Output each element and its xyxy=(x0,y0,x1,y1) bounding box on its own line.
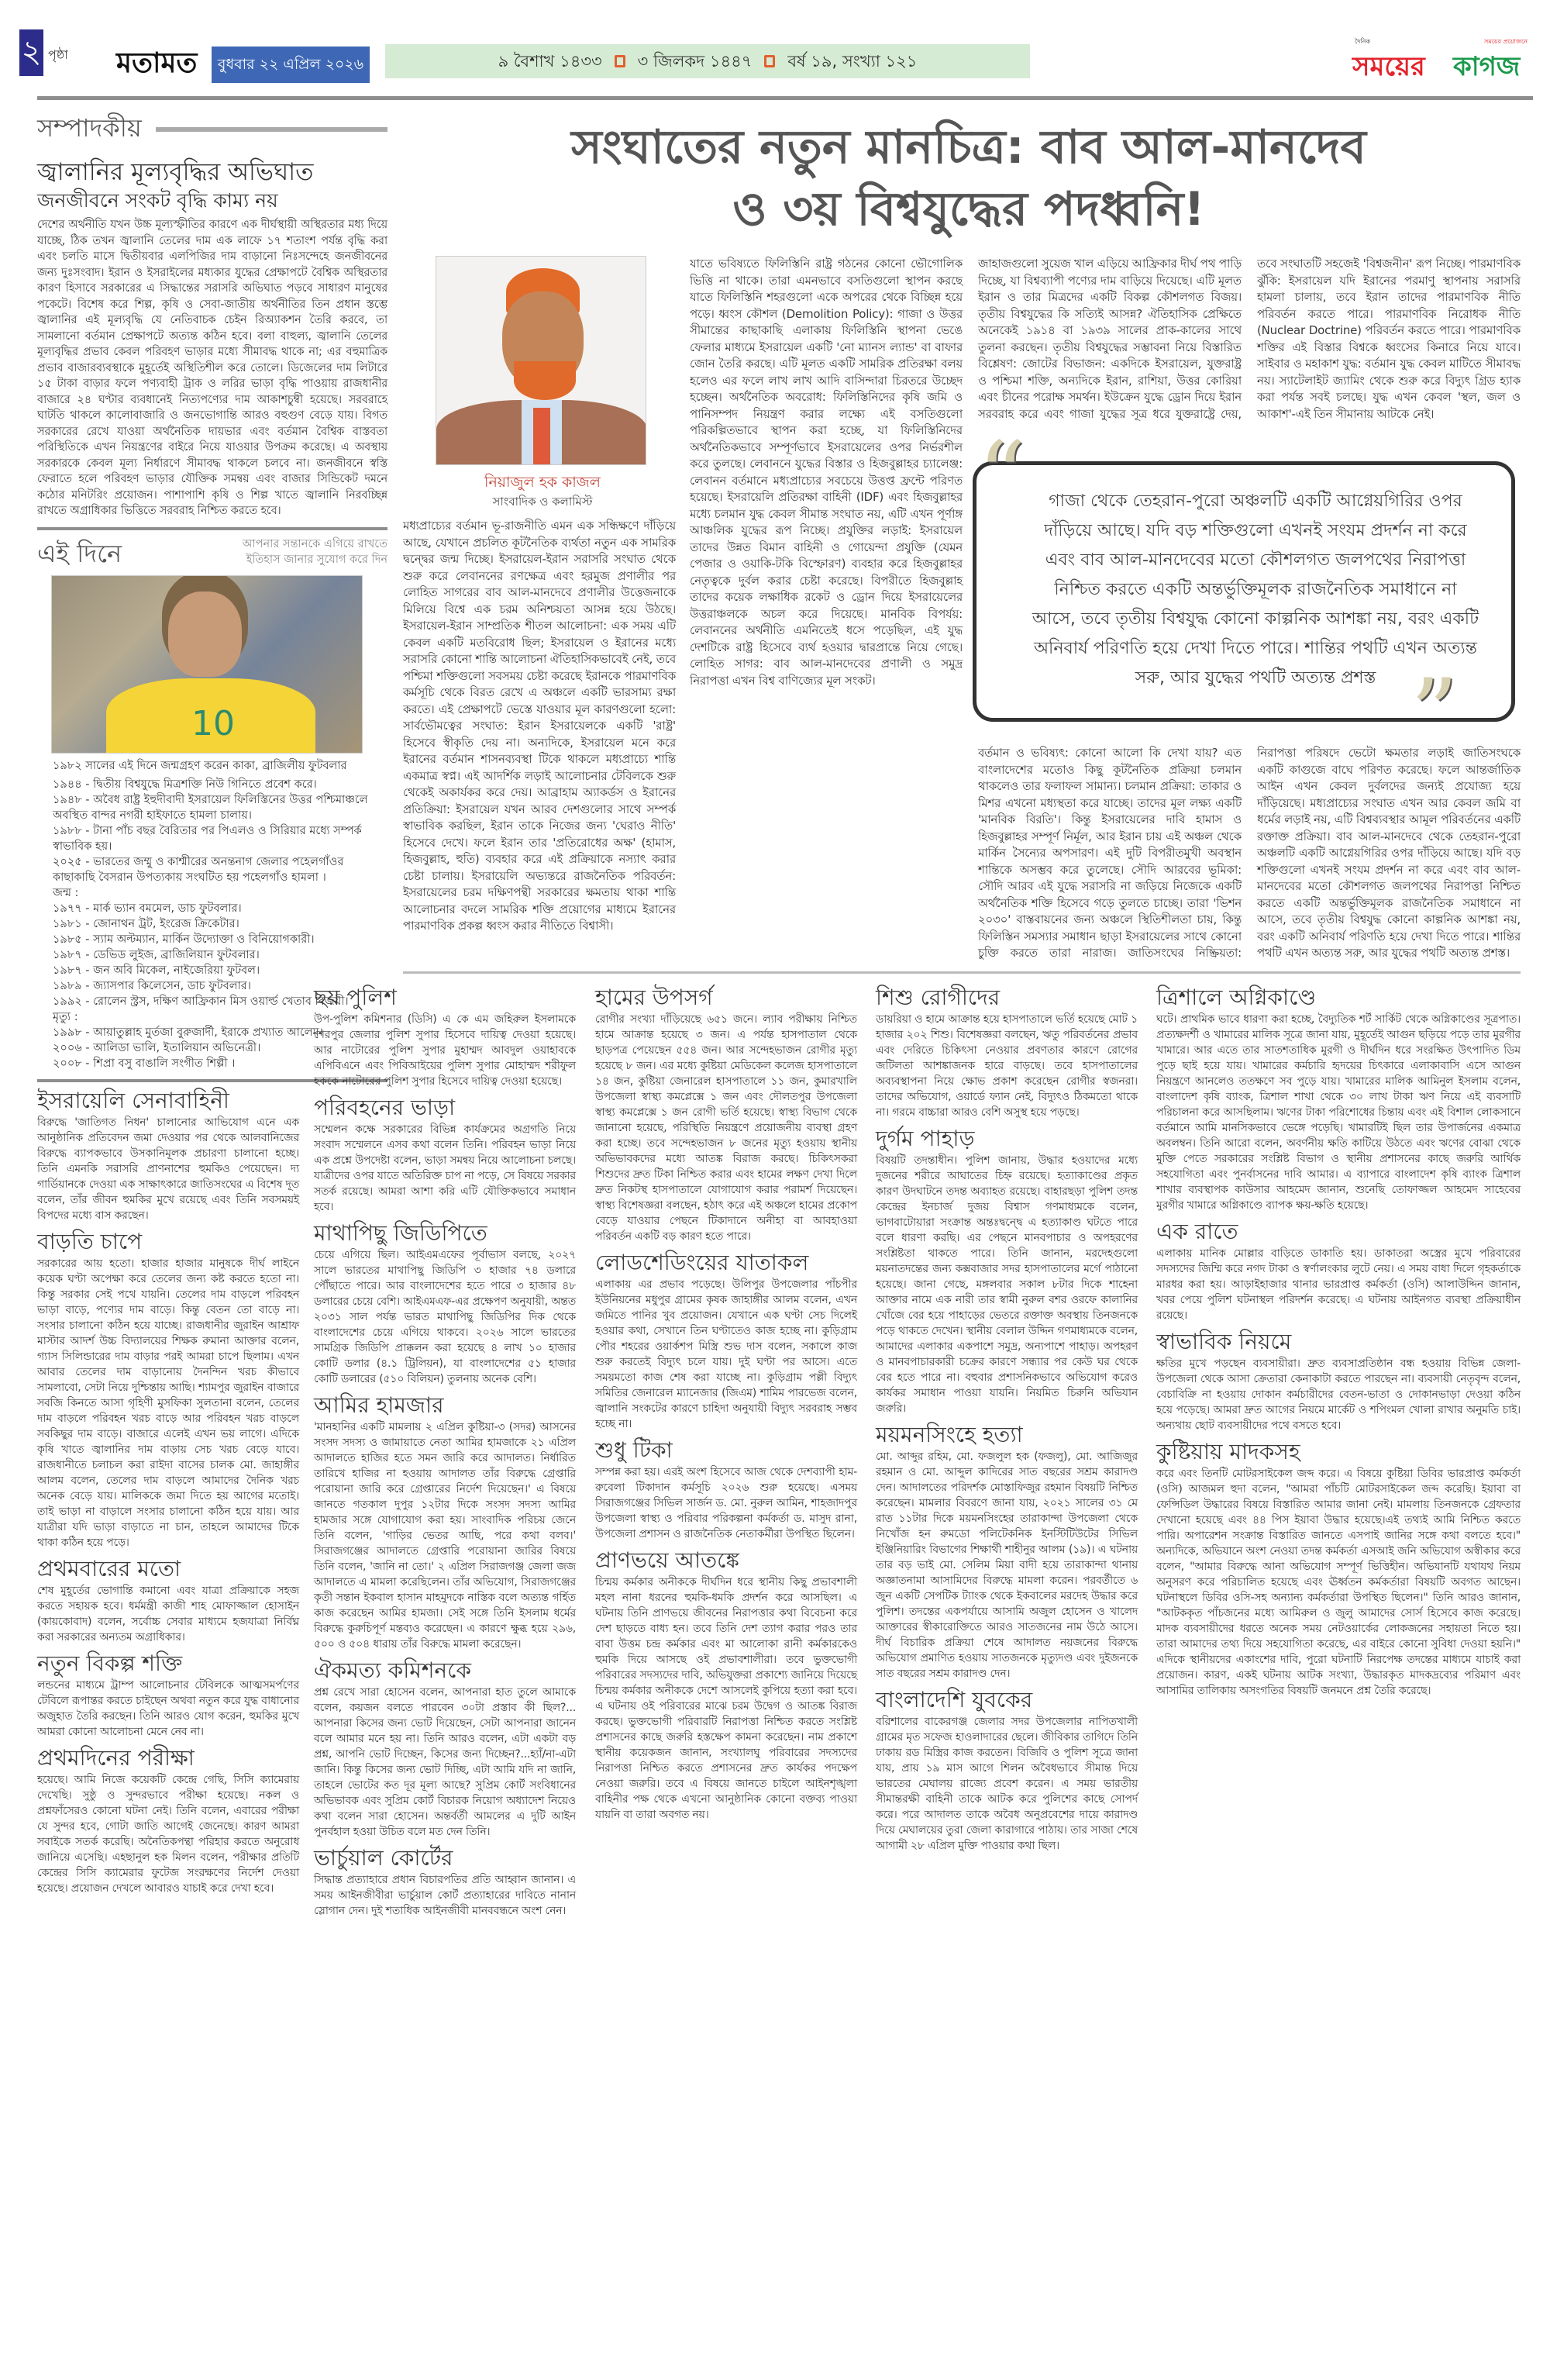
lead-headline[interactable] xyxy=(403,116,1534,240)
brief-headline[interactable]: বাড়তি চাপে xyxy=(37,1228,143,1254)
brief-body: মো. আব্দুর রহিম, মো. ফজলুল হক (ফজলু), মো. আজিজুর রহমান ও মো. আব্দুল কাদিরের সাত বছরের সশ্রম কারাদণ্ড দেন। আদালতের পরিদর্শক মোস্তাফিজুর রহমান বিষয়টি নিশ্চিত করেছেন। মামলার বিবরণে জানা যায়, ২০২১ সালের ৩১ মে রাত ১১টার দিকে ময়মনসিংহের তারাকান্দা উপজেলা থেকে নিখোঁজ হন রুমডো পলিটেকনিক ইনস্টিটিউটের সিভিল ইঞ্জিনিয়ারিং বিভাগের শিক্ষার্থী শাহীনুর আলম (১৯)। এ ঘটনায় তার বড় ভাই মো. সেলিম মিয়া বাদী হয়ে তারাকান্দা থানায় অজ্ঞাতনামা আসামিদের বিরুদ্ধে মামলা করেন। পরবর্তীতে ৬ জুন একটি সেপটিক ট্যাংক থেকে ইকবালের মরদেহ উদ্ধার করে পুলিশ। তদন্তের একপর্যায়ে আসামি অজুল হোসেন ও খালেদ আক্তারের স্বীকারোক্তিতে আরও সাতজনের নাম উঠে আসে। দীর্ঘ বিচারিক প্রক্রিয়া শেষে আদালত নয়জনের বিরুদ্ধে অভিযোগ প্রমাণিত হওয়ায় সাতজনকে মৃত্যুদণ্ড এবং দুইজনকে সাত বছরের সশ্রম কারাদণ্ড দেন। xyxy=(876,1450,1138,1680)
births-label: জন্ম : xyxy=(53,886,79,899)
news-brief xyxy=(314,1094,576,1215)
brief-body: 'মানহানির একটি মামলায় ২ এপ্রিল কুষ্টিয়া-৩ (সদর) আসনের সংসদ সদস্য ও জামায়াতে নেতা আমির হামজাকে ২১ এপ্রিল আদালতে হাজির হতে সমন জারি করে আদালত। নির্ধারিত তারিখে হাজির না হওয়ায় আদালত তাঁর বিরুদ্ধে গ্রেপ্তারি পরোয়ানা জারি করে গ্রেপ্তারের নির্দেশ দিয়েছেন।' এ বিষয়ে জানতে গতকাল দুপুর ১২টার দিকে সংসদ সদস্য আমির হামজার সঙ্গে যোগাযোগ করা হয়। সাংবাদিক পরিচয় জেনে তিনি বলেন, 'গাড়ির ভেতর আছি, পরে কথা বলব।' সিরাজগঞ্জের আদালতে গ্রেপ্তারি পরোয়ানা জারির বিষয়ে তিনি বলেন, 'জানি না তো।' ২ এপ্রিল সিরাজগঞ্জ জেলা জজ আদালতে এ মামলা করেছিলেন। তাঁর অভিযোগ, সিরাজগঞ্জের কৃতী সন্তান ইকবাল হাসান মাহমুদকে নাস্তিক বলে অত্যন্ত গর্হিত কাজ করেছেন আমির হামজা। সেই সঙ্গে তিনি ইসলাম ধর্মের বিরুদ্ধে কুরুচিপূর্ণ মন্তব্যও করেছেন। এ কারণে ক্ষুব্ধ হয়ে ২৯৬, ৫০০ ও ৫০৪ ধারায় তাঁর বিরুদ্ধে মামলা করেছেন। xyxy=(314,1421,576,1650)
news-brief xyxy=(876,1686,1138,1854)
brief-body: সিদ্ধান্ত প্রত্যাহারে প্রধান বিচারপতির প্রতি আহ্বান জানান। এ সময় আইনজীবীরা ভার্চুয়াল কোর্ট প্রত্যাহারের দাবিতে নানান স্লোগান দেন। দুই শতাধিক আইনজীবী মানববন্ধনে অংশ নেন। xyxy=(314,1874,576,1917)
birth-item: ১৯৭৭ - মার্ক ভ্যান বমমেল, ডাচ ফুটবলার। xyxy=(53,902,242,915)
news-brief xyxy=(1156,984,1521,1213)
brief-headline[interactable]: পরিবহনের ভাড়া xyxy=(314,1095,456,1120)
logo-word-red: সময়ের xyxy=(1352,51,1425,82)
logo-tagline: সময়ের প্রয়োজনে xyxy=(1484,38,1528,45)
news-brief xyxy=(595,1437,857,1542)
brief-headline[interactable]: ইসরায়েলি সেনাবাহিনী xyxy=(37,1087,229,1113)
brief-body: বরিশালের বাকেরগঞ্জ জেলার সদর উপজেলার নাপিতখালী গ্রামের মৃত সফেজ হাওলাদারের ছেলে। জীবিকার তাগিদে তিনি ঢাকায় রড মিস্ত্রির কাজ করতেন। বিজিবি ও পুলিশ সূত্রে জানা যায়, প্রায় ১৯ মাস আগে শিলন অবৈধভাবে সীমান্ত দিয়ে ভারতের মেঘালয় রাজ্যে প্রবেশ করেন। এ সময় ভারতীয় সীমান্তরক্ষী বাহিনী তাকে আটক করে পুলিশের কাছে সোপর্দ করে। পরে আদালত তাকে অবৈধ অনুপ্রবেশের দায়ে কারাদণ্ড দিয়ে মেঘালয়ের তুরা জেলা কারাগারে পাঠায়। তার সাজা শেষে আগামী ২৮ এপ্রিল মুক্তি পাওয়ার কথা ছিল। xyxy=(876,1716,1138,1852)
brief-headline[interactable]: কুষ্টিয়ায় মাদকসহ xyxy=(1156,1439,1300,1464)
editorial-subtitle: জনজীবনে সংকট বৃদ্ধি কাম্য নয় xyxy=(37,189,278,212)
brief-body: ঘটে। প্রাথমিক ভাবে ধারণা করা হচ্ছে, বৈদ্যুতিক শর্ট সার্কিট থেকে অগ্নিকাণ্ডের সূত্রপাত। প্রত্যক্ষদর্শী ও খামারের মালিক সূত্রে জানা যায়, মুহূর্তেই আগুন ছড়িয়ে পড়ে তার মুরগীর খামারে। আর এতে তার সাতশতাধিক মুরগী ও দীর্ঘদিন ধরে সংরক্ষিত উৎপাদিত ডিম পুড়ে ছাই হয়ে যায়। খামারের কর্মচারি হৃদয়ের চিৎকারে এলাকাবাসি এসে আগুন নিয়ন্ত্রণে আনলেও ততক্ষণে সব পুড়ে যায়। খামারের মালিক আমিনুল ইসলাম বলেন, বাংলাদেশ কৃষি ব্যাংক, ত্রিশাল শাখা থেকে ৩০ লাখ টাকা ঋণ নিয়ে এই ব্যবসাটি পরিচালনা করে আসছিলাম। ঋণের টাকা পরিশোধের চিন্তায় এবং এই বিশাল লোকসানে বর্তমানে আমি মানসিকভাবে ভেঙ্গে পড়েছি। খামারটিই ছিল তার উপার্জনের একমাত্র অবলম্বন। তিনি আরো বলেন, অবর্ণনীয় ক্ষতি কাটিয়ে উঠতে এবং ঋণের বোঝা থেকে মুক্তি পেতে সরকারের সংশ্লিষ্ট বিভাগ ও স্থানীয় প্রশাসনের কাছে জরুরি আর্থিক সহযোগিতা এবং পুনর্বাসনের দাবি আমার। এ ব্যাপারে বাংলাদেশ কৃষি ব্যাংক ত্রিশাল শাখার ব্যবস্থাপক কাউসার আহমেদ জানান, শুনেছি তোফাজ্জল আহমেদ সাহেবের মুরগীর খামারে অগ্নিকাণ্ডে ব্যাপক ক্ষয়-ক্ষতি হয়েছে। xyxy=(1156,1013,1521,1212)
birth-item: ১৯৮৭ - ডেভিড লুইজ, ব্রাজিলিয়ান ফুটবলার। xyxy=(53,948,260,961)
issue-info-bar xyxy=(385,44,1030,78)
news-brief xyxy=(314,1844,576,1919)
news-brief xyxy=(37,1228,299,1550)
brief-headline[interactable]: ভার্চুয়াল কোর্টের xyxy=(314,1845,453,1871)
brief-body: সম্পন্ন করা হয়। এরই অংশ হিসেবে আজ থেকে দেশব্যাপী হাম-রুবেলা টিকাদান কর্মসূচি ২০২৬ শুরু হয়েছে। এসময় সিরাজগঞ্জের সিভিল সার্জন ড. মো. নুরুল আমিন, শাহজাদপুর উপজেলা স্বাস্থ্য ও পরিবার পরিকল্পনা কর্মকর্তা ড. মাসুদ রানা, উপজেলা প্রশাসন ও রাজনৈতিক নেতাকর্মীরা উপস্থিত ছিলেন। xyxy=(595,1466,857,1540)
news-brief xyxy=(595,1249,857,1432)
headline-line-2: ও ৩য় বিশ্বযুদ্ধের পদধ্বনি! xyxy=(732,182,1205,236)
event-item: ১৯৪৪ - দ্বিতীয় বিশ্বযুদ্ধে মিত্রশক্তি নিউ গিনিতে প্রবেশ করে। xyxy=(53,778,317,791)
date-box: বুধবার ২২ এপ্রিল ২০২৬ xyxy=(212,47,370,83)
brief-body: উপ-পুলিশ কমিশনার (ডিসি) এ কে এম জহিরুল ইসলামকে শেরপুর জেলার পুলিশ সুপার হিসেবে দায়িত্ব দেওয়া হয়েছে। আর নাটোরের পুলিশ সুপার মুহাম্মদ আবদুল ওয়াহাবকে এপিবিএনে এবং পিবিআইয়ের পুলিশ সুপার মোহাম্মদ শরীফুল হককে নাটোরের পুলিশ সুপার হিসেবে দায়িত্ব দেওয়া হয়েছে। xyxy=(314,1013,576,1088)
news-brief xyxy=(876,1125,1138,1416)
author-photo xyxy=(436,256,646,465)
news-brief xyxy=(37,1555,299,1645)
brief-headline[interactable]: দুর্গম পাহাড় xyxy=(876,1126,975,1151)
briefs-column-2 xyxy=(314,979,576,1919)
brief-headline[interactable]: প্রাণভয়ে আতঙ্কে xyxy=(595,1547,739,1573)
news-brief xyxy=(1156,1218,1521,1323)
birth-item: ১৯৯২ - রোলেন স্ট্রস, দক্ষিণ আফ্রিকান মিস ওয়ার্ল্ড খেতাব বিজয়ী। xyxy=(53,995,349,1008)
briefs-column-5 xyxy=(1156,979,1521,1699)
brief-body: চেয়ে এগিয়ে ছিল। আইএমএফের পূর্বাভাস বলছে, ২০২৭ সালে ভারতের মাথাপিছু জিডিপি ৩ হাজার ৭৪ ডলারে পৌঁছাতে পারে। আর বাংলাদেশের হতে পারে ৩ হাজার ৪৮ ডলারের চেয়ে বেশি। আইএমএফ-এর প্রক্ষেপণ অনুযায়ী, অন্তত ২০৩১ সাল পর্যন্ত ভারত মাথাপিছু জিডিপির দিক থেকে বাংলাদেশের চেয়ে এগিয়ে থাকবে। ২০২৬ সালে ভারতের সামগ্রিক জিডিপি প্রাক্কলন করা হয়েছে ৪ লাখ ১০ হাজার কোটি ডলার (৪.১ ট্রিলিয়ন), যা বাংলাদেশের ৫১ হাজার কোটি ডলারের (৫১০ বিলিয়ন) তুলনায় অনেক বেশি। xyxy=(314,1249,576,1385)
kaka-photo xyxy=(51,575,363,754)
separator-square-icon xyxy=(764,55,775,67)
lead-column-4: বর্তমান ও ভবিষ্যৎ: কোনো আলো কি দেখা যায়? এত বাংলাদেশের মতোও কিছু কূটনৈতিক প্রক্রিয়া চলমান থাকলেও তার ফলাফল সামান্য। চলমান প্রক্রিয়া: তাকার ও মিশর এখনো মধ্যস্থতা করে যাচ্ছে। তাদের মূল লক্ষ্য একটি 'মানবিক বিরতি'। কিন্তু ইসরায়েলের দাবি হামাস ও হিজবুল্লাহর সম্পূর্ণ নির্মূল, আর ইরান চায় এই অঞ্চল থেকে মার্কিন সৈন্যের অপসারণ। এই দুটি বিপরীতমুখী অবস্থান শান্তিকে অসম্ভব করে তুলেছে। সৌদি আরবের ভূমিকা: সৌদি আরব এই যুদ্ধে সরাসরি না জড়িয়ে নিজেকে একটি অর্থনৈতিক শক্তি হিসেবে গড়ে তুলতে চাচ্ছে। তারা 'ভিশন ২০৩০' বাস্তবায়নের জন্য অঞ্চলে স্থিতিশীলতা চায়, কিন্তু ফিলিস্তিন সমস্যার সমাধান ছাড়া ইসরায়েলের সাথে কোনো চুক্তি করতে তারা নারাজ। জাতিসংঘের নিষ্ক্রিয়তা: নিরাপত্তা পরিষদে ভেটো ক্ষমতার লড়াই জাতিসংঘকে একটি কাগুজে বাঘে পরিণত করেছে। ফলে আন্তর্জাতিক আইন এখন কেবল দুর্বলদের জন্যই প্রযোজ্য হয়ে দাঁড়িয়েছে। মধ্যপ্রাচ্যের সংঘাত এখন আর কেবল জমি বা ধর্মের লড়াই নয়, এটি বিশ্বব্যবস্থার আমূল পরিবর্তনের একটি রক্তাক্ত প্রক্রিয়া। বাব আল-মানদেবে থেকে তেহরান-পুরো অঞ্চলটি একটি আগ্নেয়গিরির ওপর দাঁড়িয়ে আছে। যদি বড় শক্তিগুলো এখনই সংযম প্রদর্শন না করে এবং বাব আল-মানদেবের মতো কৌশলগত জলপথের নিরাপত্তা নিশ্চিত করতে একটি অন্তর্ভুক্তিমূলক রাজনৈতিক সমাধানে না আসে, তবে তৃতীয় বিশ্বযুদ্ধ কোনো কাল্পনিক আশঙ্কা নয়, বরং একটি অনিবার্য পরিণতি হয়ে দেখা দিতে পারে। শান্তির পথটি এখন অত্যন্ত সরু, আর যুদ্ধের পথটি অত্যন্ত প্রশস্ত। xyxy=(978,746,1521,960)
birth-item: ১৯৮১ - জোনাথন ট্রট, ইংরেজ ক্রিকেটার। xyxy=(53,917,239,930)
brief-headline[interactable]: লোডশেডিংয়ের যাতাকল xyxy=(595,1250,809,1275)
brief-headline[interactable]: নতুন বিকল্প শক্তি xyxy=(37,1650,183,1676)
news-brief xyxy=(595,984,857,1244)
brief-body: বিরুদ্ধে 'জাতিগত নিধন' চালানোর আভিযোগ এনে এক আনুষ্ঠানিক প্রতিবেদন জমা দেওয়ার পর থেকে আলবানিজের বিরুদ্ধে ব্যাপকভাবে উসকানিমূলক প্রচারণা চালানো হচ্ছে। তিনি এমনকি সরাসরি প্রাণনাশের হুমকিও পেয়েছেন। দ্য গার্ডিয়ানকে দেওয়া এক সাক্ষাৎকারে জাতিসংঘের এ বিশেষ দূত বলেন, তাঁর জীবন হুমকির মুখে রয়েছে এবং তিনি সবসময়ই বিপদের মধ্যে বাস করছেন। xyxy=(37,1116,299,1222)
brief-body: লন্ডনের মাধ্যমে ট্রাম্প আলোচনার টেবিলকে আত্মসমর্পণের টেবিলে রূপান্তর করতে চাইছেন অথবা নতুন করে যুদ্ধ বাধানোর অজুহাত তৈরি করছেন। তিনি আরও যোগ করেন, হুমকির মুখে আমরা কোনো আলোচনা মেনে নেব না। xyxy=(37,1678,299,1738)
editorial-body: দেশের অর্থনীতি যখন উচ্চ মূল্যস্ফীতির কারণে এক দীর্ঘস্থায়ী অস্থিরতার মধ্য দিয়ে যাচ্ছে, ঠিক তখন জ্বালানি তেলের দাম এক লাফে ১৭ শতাংশ পর্যন্ত বৃদ্ধি করা এবং চলতি মাসে দ্বিতীয়বার এলপিজির দাম বাড়ানো নিঃসন্দেহে জনজীবনের জন্য দুঃসংবাদ। ইরান ও ইসরাইলের মধ্যকার যুদ্ধের প্রেক্ষাপটে বৈশ্বিক অস্থিরতার কারণ হিসাবে সরকারের এ সিদ্ধান্তের সরাসরি অভিঘাত পড়বে সাধারণ মানুষের পকেটে। বিশেষ করে শিল্প, কৃষি ও সেবা-জাতীয় অর্থনীতির তিন প্রধান স্তম্ভে জ্বালানির এই মূল্যবৃদ্ধি যে নেতিবাচক চেইন রিঅ্যাকশন তৈরি করবে, তা সামলানো বর্তমান প্রেক্ষাপটে অত্যন্ত কঠিন হবে। বলা বাহুল্য, জ্বালানি তেলের মূল্যবৃদ্ধির প্রভাব কেবল পরিবহণ ভাড়ার মধ্যে সীমাবদ্ধ থাকে না; এর বহুমাত্রিক প্রভাব বাজারব্যবস্থাকে মুহূর্তেই অস্থিতিশীল করে তোলে। ডিজেলের দাম লিটারে ১৫ টাকা বাড়ার ফলে পণ্যবাহী ট্রাক ও লরির ভাড়া বৃদ্ধি পাওয়ায় রাজধানীর বাজারে ২৪ ঘণ্টার ব্যবধানেই নিত্যপণ্যের দাম আকাশচুম্বী হয়েছে। সরবরাহে ঘাটতি থাকলে কালোবাজারি ও জনভোগান্তি আরও বহুগুণ বেড়ে যায়। বিগত সরকারের রেখে যাওয়া অর্থনৈতিক দায়ভার এবং বর্তমান বৈশ্বিক বাস্তবতা পরিস্থিতিকে এখন নিয়ন্ত্রণের বাইরে নিয়ে যাওয়ার উপক্রম করেছে। এ অবস্থায় সরকারকে কেবল মূল্য নির্ধারণে সীমাবদ্ধ থাকলে চলবে না। জনজীবনে স্বস্তি ফেরাতে হলে পরিবহণ ভাড়ার যৌক্তিক সমন্বয় এবং বাজার সিন্ডিকেট দমনে কঠোর মনিটরিং প্রয়োজন। পাশাপাশি কৃষি ও শিল্প খাতে জ্বালানি নিরবচ্ছিন্ন রাখতে অগ্রাধিকার ভিত্তিতে সরবরাহ নিশ্চিত করতে হবে। xyxy=(37,219,388,517)
birth-item: ১৯৮৯ - জ্যাসপার কিলেসেন, ডাচ ফুটবলার। xyxy=(53,979,251,992)
brief-headline[interactable]: ত্রিশালে অগ্নিকাণ্ডে xyxy=(1156,985,1317,1010)
birth-item: ১৯৮৫ - স্যাম অল্টম্যান, মার্কিন উদ্যোক্তা ও বিনিয়োগকারী। xyxy=(53,933,315,946)
brief-headline[interactable]: আমির হামজার xyxy=(314,1392,444,1418)
brief-headline[interactable]: বাংলাদেশি যুবকের xyxy=(876,1687,1033,1713)
photo-caption: ১৯৮২ সালের এই দিনে জন্মগ্রহণ করেন কাকা, ব্রাজিলীয় ফুটবলার xyxy=(53,759,347,772)
section-title: মতামত xyxy=(116,47,198,79)
brief-body: এলাকায় মানিক মোল্লার বাড়িতে ডাকাতি হয়। ডাকাতরা অস্ত্রের মুখে পরিবারের সদস্যদের জিম্মি করে নগদ টাকা ও স্বর্ণালংকার লুটে নেয়। এ সময় বাধা দিলে গৃহকর্তাকে মারধর করা হয়। আড়াইহাজার থানার ভারপ্রাপ্ত কর্মকর্তা (ওসি) আলাউদ্দিন জানান, খবর পেয়ে পুলিশ ঘটনাস্থল পরিদর্শন করেছে। এ ঘটনায় আইনগত ব্যবস্থা প্রক্রিয়াধীন রয়েছে। xyxy=(1156,1247,1521,1322)
brief-headline[interactable]: প্রথমবারের মতো xyxy=(37,1555,181,1581)
news-brief xyxy=(595,1547,857,1823)
news-brief xyxy=(314,1392,576,1652)
news-brief xyxy=(876,984,1138,1120)
brief-headline[interactable]: প্রথমদিনের পরীক্ষা xyxy=(37,1744,195,1771)
birth-item: ১৯৮৭ - জন অবি মিকেল, নাইজেরিয়া ফুটবল। xyxy=(53,964,260,977)
editorial-section xyxy=(37,109,388,519)
this-day-tagline: ইতিহাস জানার সুযোগ করে দিন xyxy=(246,553,388,566)
brief-body: রোগীর সংখ্যা দাঁড়িয়েছে ৬৫১ জনে। ল্যাব পরীক্ষায় নিশ্চিত হামে আক্রান্ত হয়েছে ৩ জন। এ পর্যন্ত হাসপাতাল থেকে ছাড়পত্র পেয়েছেন ৫৫৪ জন। আর সন্দেহভাজন রোগীর মৃত্যু হয়েছে ৮ জন। এর মধ্যে কুষ্টিয়া মেডিকেল কলেজ হাসপাতালে ১৪ জন, কুষ্টিয়া জেনারেল হাসপাতালে ১১ জন, কুমারখালি উপজেলা স্বাস্থ্য কমপ্লেক্সে ১ জন এবং দৌলতপুর উপজেলা স্বাস্থ্য কমপ্লেক্সে ১ জন রোগী ভর্তি হয়েছে। স্বাস্থ্য বিভাগ থেকে জানানো হয়েছে, পরিস্থিতি নিয়ন্ত্রণে প্রয়োজনীয় ব্যবস্থা গ্রহণ করা হচ্ছে। তবে সন্দেহভাজন ৮ জনের মৃত্যু হওয়ায় স্থানীয় অভিভাবকদের মধ্যে আতঙ্ক বিরাজ করছে। চিকিৎসকরা শিশুদের দ্রুত টিকা নিশ্চিত করার এবং হামের লক্ষণ দেখা দিলে দ্রুত নিকটস্থ হাসপাতালে যোগাযোগ করার পরামর্শ দিয়েছেন। স্বাস্থ্য বিশেষজ্ঞরা বলছেন, হঠাৎ করে এই অঞ্চলে হামের প্রকোপ বেড়ে যাওয়ার পেছনে টিকাদানে অনীহা বা আবহাওয়া পরিবর্তন একটি বড় কারণ হতে পারে। xyxy=(595,1013,857,1243)
editorial-label: সম্পাদকীয় xyxy=(37,113,142,143)
brief-body: বিষয়টি তদন্তাধীন। পুলিশ জানায়, উদ্ধার হওয়াদের মধ্যে দুজনের শরীরে আঘাতের চিহ্ন রয়েছে। হত্যাকাণ্ডের প্রকৃত কারণ উদঘাটনে তদন্ত অব্যাহত রয়েছে। বাহারছড়া পুলিশ তদন্ত কেন্দ্রের ইনচার্জ দুজয় বিশ্বাস গণমাধ্যমকে বলেন, ভাগবাটোয়ারা সংক্রান্ত অন্তঃদ্বন্দ্বে এ হত্যাকাণ্ড ঘটতে পারে বলে ধারণা করছি। এর পেছনে মানবপাচার ও অপহরণের সংশ্লিষ্টতা থাকতে পারে। তিনি জানান, মরদেহগুলো ময়নাতদন্তের জন্য কক্সবাজার সদর হাসপাতালের মর্গে পাঠানো হয়েছে। জানা গেছে, মঙ্গলবার সকাল ৮টার দিকে শাহেনা আক্তার নামে এক নারী তার স্বামী নুরুল বশর ওরফে কালানির খোঁজে বের হয়ে পাহাড়ের ভেতরে রক্তাক্ত অবস্থায় তিনজনকে পড়ে থাকতে দেখেন। স্থানীয় বেলাল উদ্দিন গণমাধ্যমকে বলেন, আমাদের এলাকার একপাশে সমুদ্র, অন্যপাশে পাহাড়। অপহরণ ও মানবপাচারকারী চক্রের কারণে সন্ধ্যার পর কেউ ঘর থেকে বের হতে পারে না। বহুবার প্রশাসনিকভাবে অভিযোগ করেও কার্যকর সমাধান পাওয়া যায়নি। নিয়মিত চিরুনি অভিযান জরুরি। xyxy=(876,1154,1138,1415)
brief-body: চিন্ময় কর্মকার অনীককে দীর্ঘদিন ধরে স্থানীয় কিছু প্রভাবশালী মহল নানা ধরনের হুমকি-ধমকি প্রদর্শন করে আসছিল। এ ঘটনায় তিনি প্রাণভয়ে জীবনের নিরাপত্তার কথা বিবেচনা করে দেশ ছাড়তে বাধ্য হন। তবে তিনি দেশ ত্যাগ করার পরও তার বাবা উত্তম চন্দ্র কর্মকার এবং মা আলোকা রানী কর্মকারকেও হুমকি দিয়ে আসছে ওই প্রভাবশালীরা। তবে ভুক্তভোগী পরিবারের সদস্যদের দাবি, অভিযুক্তরা প্রকাশ্যে জানিয়ে দিয়েছে চিন্ময় কর্মকার অনীককে দেশে আসলেই কুপিয়ে হত্যা করা হবে। এ ঘটনায় ওই পরিবারের মাঝে চরম উদ্বেগ ও আতঙ্ক বিরাজ করছে। ভুক্তভোগী পরিবারটি নিরাপত্তা নিশ্চিত করতে সংশ্লিষ্ট প্রশাসনের কাছে জরুরি হস্তক্ষেপ কামনা করেছেন। নাম প্রকাশে স্থানীয় কয়েকজন জানান, সংখ্যালঘু পরিবারের সদস্যদের নিরাপত্তা নিশ্চিত করতে প্রশাসনের দ্রুত কার্যকর পদক্ষেপ নেওয়া জরুরি। তবে এ বিষয়ে জানতে চাইলে আইনশৃঙ্খলা বাহিনীর পক্ষ থেকে এখনো আনুষ্ঠানিক কোনো বক্তব্য পাওয়া যায়নি বা তারা অবগত নয়। xyxy=(595,1576,857,1821)
brief-headline[interactable]: ঐকমত্য কমিশনকে xyxy=(314,1657,471,1683)
event-item: ১৯৪৮ - অবৈধ রাষ্ট্র ইহুদীবাদী ইসরায়েল ফিলিস্তিনের উত্তর পশ্চিমাঞ্চলে অবস্থিত বান্দর নগরী হাইফাতে হামলা চালায়। xyxy=(53,793,368,822)
brief-headline[interactable]: শুধু টিকা xyxy=(595,1437,673,1463)
pull-quote-text: গাজা থেকে তেহরান-পুরো অঞ্চলটি একটি আগ্নেয়গিরির ওপর দাঁড়িয়ে আছে। যদি বড় শক্তিগুলো এখনই সংযম প্রদর্শন না করে এবং বাব আল-মানদেবের মতো কৌশলগত জলপথের নিরাপত্তা নিশ্চিত করতে একটি অন্তর্ভুক্তিমূলক রাজনৈতিক সমাধানে না আসে, তবে তৃতীয় বিশ্বযুদ্ধ কোনো কাল্পনিক আশঙ্কা নয়, বরং একটি অনিবার্য পরিণতি হয়ে দেখা দিতে পারে। শান্তির পথটি এখন অত্যন্ত সরু, আর যুদ্ধের পথটি অত্যন্ত প্রশস্ত xyxy=(1032,492,1479,688)
brief-body: ক্ষতির মুখে পড়ছেন ব্যবসায়ীরা। দ্রুত ব্যবসাপ্রতিষ্ঠান বন্ধ হওয়ায় বিভিন্ন জেলা-উপজেলা থেকে আসা ক্রেতারা কেনাকাটা করতে পারছেন না। ব্যবসায়ী নেতৃবৃন্দ বলেন, বেচাবিক্রি না হওয়ায় দোকান কর্মচারীদের বেতন-ভাতা ও দোকানভাড়া দেওয়া কঠিন হয়ে পড়েছে। আমরা দ্রুত আগের নিয়মে মার্কেট ও শপিংমল খোলা রাখার অনুমতি চাই। অন্যথায় ছোট ব্যবসায়ীদের পথে বসতে হবে। xyxy=(1156,1357,1521,1432)
deaths-label: মৃত্যু : xyxy=(53,1010,78,1023)
logo-prefix: দৈনিক xyxy=(1355,38,1371,45)
author-role: সাংবাদিক ও কলামিস্ট xyxy=(492,495,593,509)
news-brief xyxy=(1156,1328,1521,1433)
brief-body: সম্মেলন কক্ষে সরকারের বিভিন্ন কার্যক্রমের অগ্রগতি নিয়ে সংবাদ সম্মেলনে এসব কথা বলেন তিনি। পরিবহন ভাড়া নিয়ে এক প্রশ্নে উপদেষ্টা বলেন, ভাড়া সমন্বয় নিয়ে আলোচনা চলছে। যাত্রীদের ওপর যাতে অতিরিক্ত চাপ না পড়ে, সে বিষয়ে সরকার সতর্ক রয়েছে। আমরা আশা করি এটি যৌক্তিকভাবে সমাধান হবে। xyxy=(314,1123,576,1213)
lead-column-3: জাহাজগুলো সুয়েজ খাল এড়িয়ে আফ্রিকার দীর্ঘ পথ পাড়ি দিচ্ছে, যা বিশ্বব্যাপী পণ্যের দাম বাড়িয়ে দিয়েছে। এটি মূলত ইরান ও তার মিত্রদের একটি বিকল্প কৌশলগত বিজয়। তৃতীয় বিশ্বযুদ্ধের কি সত্যিই আসন্ন? ঐতিহাসিক প্রেক্ষিতে অনেকেই ১৯১৪ বা ১৯৩৯ সালের প্রাক-কালের সাথে তুলনা করছেন। তৃতীয় বিশ্বযুদ্ধের সম্ভাবনা নিয়ে বিস্তারিত বিশ্লেষণ: জোটের বিভাজন: একদিকে ইসরায়েল, যুক্তরাষ্ট্র ও পশ্চিমা শক্তি, অন্যদিকে ইরান, রাশিয়া, উত্তর কোরিয়া এবং চীনের পরোক্ষ সমর্থন। ইউক্রেন যুদ্ধে ড্রোন দিয়ে ইরান সরবরাহ করে এবং গাজা যুদ্ধের সূত্র ধরে যুক্তরাষ্ট্রে দেয়, তবে সংঘাতটি সহজেই 'বিশ্বজনীন' রূপ নিচ্ছে। পারমাণবিক ঝুঁকি: ইসরায়েল যদি ইরানের পরমাণু স্থাপনায় সরাসরি হামলা চালায়, তবে ইরান তাদের পারমাণবিক নীতি পরিবর্তন করতে পারে। পারমাণবিক নিরোধক নীতি (Nuclear Doctrine) পরিবর্তন করতে পারে। পারমাণবিক শক্তির এই বিস্তার বিশ্বকে ধ্বংসের কিনারে নিয়ে যাবে। সাইবার ও মহাকাশ যুদ্ধ: বর্তমান যুদ্ধ কেবল মাটিতে সীমাবদ্ধ নয়। স্যাটেলাইট জ্যামিং থেকে শুরু করে বিদ্যুৎ গ্রিড হ্যাক করা পর্যন্ত সবই চলছে। যুদ্ধ এখন কেবল 'স্থল, জল ও আকাশ'-এই তিন সীমানায় আটকে নেই। xyxy=(978,257,1521,421)
brief-headline[interactable]: স্বাভাবিক নিয়মে xyxy=(1156,1329,1292,1354)
close-quote-icon: ” xyxy=(1410,660,1459,767)
news-brief xyxy=(37,1087,299,1223)
author-name: নিয়াজুল হক কাজল xyxy=(484,474,601,491)
death-item: ২০০৬ - আলিডা ভালি, ইতালিয়ান অভিনেত্রী। xyxy=(53,1041,261,1054)
this-day-label: এই দিনে xyxy=(37,538,122,568)
brief-headline[interactable]: হামের উপসর্গ xyxy=(595,985,713,1010)
event-item: ২০২৫ - ভারতের জম্মু ও কাশ্মীরের অনন্তনাগ জেলার পহেলগাঁওর কাছাকাছি বৈসরান উপত্যকায় সংঘটিত হয় পহেলগাঁও হামলা । xyxy=(53,855,344,884)
briefs-column-1 xyxy=(37,1087,299,1896)
bangla-date: ৯ বৈশাখ ১৪৩৩ xyxy=(498,52,602,71)
brief-headline[interactable]: ছয় পুলিশ xyxy=(314,985,397,1010)
news-brief xyxy=(876,1421,1138,1682)
brief-body: ডায়রিয়া ও হামে আক্রান্ত হয়ে হাসপাতালে ভর্তি হয়েছে মোট ১ হাজার ২০২ শিশু। বিশেষজ্ঞরা বলছেন, ঋতু পরিবর্তনের প্রভাব এবং দেরিতে চিকিৎসা নেওয়ার প্রবণতার কারণে রোগের জটিলতা আশঙ্কাজনক হারে বাড়ছে। তবে হাসপাতালের অব্যবস্থাপনা নিয়ে ক্ষোভ প্রকাশ করেছেন রোগীর স্বজনরা। তাদের অভিযোগ, ওয়ার্ডে ফ্যান নেই, বিদ্যুৎও ঠিকমতো থাকে না। গরমে বাচ্চারা আরও বেশি অসুস্থ হয়ে পড়ছে। xyxy=(876,1013,1138,1119)
top-rule xyxy=(37,96,1533,100)
brief-headline[interactable]: মাথাপিছু জিডিপিতে xyxy=(314,1220,487,1246)
brief-body: করে এবং তিনটি মোটরসাইকেল জব্দ করে। এ বিষয়ে কুষ্টিয়া ডিবির ভারপ্রাপ্ত কর্মকর্তা (ওসি) আজমল হুদা বলেন, "আমরা পাঁচটি মোটরসাইকেল জব্দ করেছি। ইয়াবা বা ফেন্সিডিল উদ্ধারের বিষয়ে বিস্তারিত আমার জানা নেই। মামলায় তিনজনকে গ্রেফতার দেখানো হয়েছে এবং ৪৪ পিস ইয়াবা উদ্ধার হয়েছে।এই তথ্যই আমি নিশ্চিত করতে পারি। অপারেশন সংক্রান্ত বিস্তারিত জানতে এসপাই জানির সঙ্গে কথা বলতে হবে।" অন্যদিকে, অভিযানে অংশ নেওয়া তদন্ত কর্মকর্তা এসআই জনি অভিযোগ অস্বীকার করে বলেন, "আমার বিরুদ্ধে আনা অভিযোগ সম্পূর্ণ ভিত্তিহীন। অভিযানটি যথাযথ নিয়ম অনুসরণ করে পরিচালিত হয়েছে এবং ঊর্ধ্বতন কর্মকর্তারা বিষয়টি অবগত আছেন। ঘটনাস্থলে ডিবির ওসি-সহ অন্যান্য কর্মকর্তারা উপস্থিত ছিলেন।" তিনি আরও জানান, "আটককৃত পাঁচজনের মধ্যে আমিরুল ও জুলু আমাদের সোর্স হিসেবে কাজ করেছে। মাদক ব্যবসায়ীদের ধরতে অনেক সময় নেটওয়ার্কের লোকজনের সহায়তা নিতে হয়। তারা আমাদের তথ্য দিয়ে সহযোগিতা করেছে, এর বাইরে কোনো সুবিধা দেওয়া হয়নি।" এদিকে স্থানীয়দের একাংশের দাবি, পুরো ঘটনাটি নিরপেক্ষ তদন্তের মাধ্যমে যাচাই করা প্রয়োজন। কারণ, একই ঘটনায় আটক সংখ্যা, উদ্ধারকৃত মাদকদ্রব্যের পরিমাণ এবং আসামির তালিকায় অসংগতির বিষয়টি জনমনে প্রশ্ন তৈরি করেছে। xyxy=(1156,1468,1521,1697)
newspaper-logo[interactable] xyxy=(1348,37,1542,88)
divider xyxy=(156,127,388,132)
page-number-badge: ২ xyxy=(19,29,43,76)
event-item: ১৯৮৮ - টানা পাঁচ বছর বৈরিতার পর পিএলও ও সিরিয়ার মধ্যে সম্পর্ক স্বাভাবিক হয়। xyxy=(53,824,362,853)
brief-headline[interactable]: ময়মনসিংহে হত্যা xyxy=(876,1422,1023,1447)
separator-square-icon xyxy=(615,55,625,67)
news-brief xyxy=(314,1657,576,1840)
logo-word-green: কাগজ xyxy=(1453,51,1521,82)
death-item: ২০০৮ - শিপ্রা বসু বাঙালি সংগীত শিল্পী । xyxy=(53,1057,236,1070)
page-label: পৃষ্ঠা xyxy=(48,47,68,62)
brief-body: এলাকায় এর প্রভাব পড়েছে। উলিপুর উপজেলার পাঁচপীর ইউনিয়নের মধুপুর গ্রামের কৃষক জাহাঙ্গীর আলম বলেন, এখন জমিতে পানির খুব প্রয়োজন। যেখানে এক ঘণ্টা সেচ দিলেই হওয়ার কথা, সেখানে তিন ঘণ্টাতেও কাজ হচ্ছে না। কুড়িগ্রাম পৌর শহরের ওয়ার্কশপ মিস্ত্রি শুভ দাস বলেন, সকালে কাজ শুরু করতেই বিদ্যুৎ চলে যায়। দুই ঘণ্টা পর আসে। এতে সময়মতো কাজ শেষ করা যাচ্ছে না। কুড়িগ্রাম পল্লী বিদ্যুৎ সমিতির জেনারেল ম্যানেজার (জিএম) শামিম পারভেজ বলেন, জ্বালানি সংকটের কারণে চাহিদা অনুযায়ী বিদ্যুৎ সরবরাহ সম্ভব হচ্ছে না। xyxy=(595,1278,857,1430)
photo-beard xyxy=(514,361,576,400)
this-day-tagline: আপনার সন্তানকে এগিয়ে রাখতে xyxy=(242,537,388,550)
divider xyxy=(403,971,1521,974)
open-quote-icon: “ xyxy=(978,423,1026,530)
briefs-column-3 xyxy=(595,979,857,1823)
brief-headline[interactable]: শিশু রোগীদের xyxy=(876,985,1001,1010)
issue-number: বর্ষ ১৯, সংখ্যা ১২১ xyxy=(787,52,918,71)
brief-body: প্রশ্ন রেখে সারা হোসেন বলেন, আপনারা হাত তুলে আমাকে বলেন, কয়জন বলতে পারবেন ৩০টা প্রস্তাব কী ছিল?... আপনারা কিসের জন্য ভোট দিয়েছেন, সেটা আপনারা জানেন বলে আমার মনে হয় না। তিনি আরও বলেন, এটা একটা বড় প্রশ্ন, আপনি ভোট দিচ্ছেন, কিসের জন্য দিচ্ছেন?...হ্যাঁ/না-এটা জানি। কিন্তু কিসের জন্য ভোট দিচ্ছি, এটা আমি যদি না জানি, তাহলে ভোটের কত দূর মূল্য আছে? সুপ্রিম কোর্ট সংবিধানের অভিভাবক এবং সুপ্রিম কোর্ট বিচারক নিয়োগ অধ্যাদেশ নিয়েও কথা বলেন সারা হোসেন। অন্তর্বর্তী আমলের এ দুটি আইন পুনর্বহাল হওয়া উচিত বলে মত দেন তিনি। xyxy=(314,1686,576,1838)
photo-face xyxy=(168,592,242,677)
brief-body: সরকারের আয় হতো। হাজার হাজার মানুষকে দীর্ঘ লাইনে কয়েক ঘণ্টা অপেক্ষা করে তেলের জন্য কষ্ট করতে হতো না। কিন্তু সরকার সেই পথে যায়নি। তেলের দাম বাড়লে পরিবহন ভাড়া বাড়ে, পণ্যের দাম বাড়ে। কিন্তু বেতন তো বাড়ে না। সংসার চালানো কঠিন হয়ে যাচ্ছে। রাজধানীর জুরাইন আশ্রাফ মাস্টার আদর্শ উচ্চ বিদ্যালয়ের শিক্ষক রুমানা আক্তার বলেন, গ্যাস সিলিন্ডারের দাম বাড়ার পরই আমরা চাপে ছিলাম। এখন আবার তেলের দাম বাড়ানোয় দৈনন্দিন খরচ কীভাবে সামলাবো, সেটা নিয়ে দুশ্চিন্তায় আছি। শ্যামপুর জুরাইন বাজারে সবজি কিনতে আসা গৃহিণী মুসফিকা সুলতানা বলেন, তেলের দাম বাড়লে পরিবহন খরচ বাড়ে আর পরিবহন খরচ বাড়লে সবকিছুর দাম বাড়ে। বাজারে এলেই এখন ভয় লাগে। এদিকে কৃষি খাতে জ্বালানির দাম বাড়ায় সেচ খরচ বেড়ে যাবে। রাজধানীতে চলাচল করা রাইদা বাসের চালক মো. জাহাঙ্গীর আলম বলেন, তেলের দাম বাড়লে আমাদের দৈনিক খরচ অনেক বেড়ে যায়। মালিককে জমা দিতে হয় আগের মতোই। তাই ভাড়া না বাড়ালে সংসার চালানো কঠিন হয়ে যায়। আর যাত্রীরা যদি ভাড়া বাড়াতে না চান, তাহলে আমাদের টিকে থাকা কঠিন হয়ে পড়ে। xyxy=(37,1257,299,1549)
hijri-date: ৩ জিলকদ ১৪৪৭ xyxy=(637,52,753,71)
editorial-title[interactable]: জ্বালানির মূল্যবৃদ্ধির অভিঘাত xyxy=(37,158,314,186)
headline-line-1: সংঘাতের নতুন মানচিত্র: বাব আল-মানদেব xyxy=(571,120,1366,174)
briefs-column-4 xyxy=(876,979,1138,1854)
lead-column-1: মধ্যপ্রাচ্যের বর্তমান ভূ-রাজনীতি এমন এক সন্ধিক্ষণে দাঁড়িয়ে আছে, যেখানে প্রচলিত কূটনৈতিক ব্যর্থতা নতুন এক সামরিক দ্বন্দ্বের জন্ম দিচ্ছে। ইসরায়েল-ইরান সরাসরি সংঘাত থেকে শুরু করে লেবাননের রণক্ষেত্র এবং হরমুজ প্রণালীর পর লোহিত সাগরের বাব আল-মানদেবে প্রণালীর উত্তেজনাকে মিলিয়ে বিশ্বে এক চরম অনিশ্চয়তা আসন্ন হয়ে উঠছে। ইসরায়েল-ইরান সাম্প্রতিক শীতল আলোচনা: এক সময় এটি কেবল একটি মতবিরোধ ছিল; ইসরায়েল ও ইরানের মধ্যে সরাসরি কোনো শান্তি আলোচনা ঐতিহাসিকভাবেই নেই, তবে পশ্চিমা শক্তিগুলো সবসময় চেষ্টা করেছে ইরানকে পারমাণবিক কর্মসূচি থেকে বিরত রেখে এ অঞ্চলে একটি ভারসাম্য রক্ষা করতে। এই প্রেক্ষাপটে ভেস্তে যাওয়ার মূল কারণগুলো হলো: সার্বভৌমত্বের সংঘাত: ইরান ইসরায়েলকে একটি 'রাষ্ট্র' হিসেবে স্বীকৃতি দেয় না। অন্যদিকে, ইসরায়েল মনে করে ইরানের বর্তমান শাসনব্যবস্থা টিকে থাকলে মধ্যপ্রাচ্যে শান্তি একমাত্র স্বপ্ন। এই আদর্শিক লড়াই আলোচনার টেবিলকে শুরু থেকেই অকার্যকর করে দেয়। আব্রাহাম অ্যাকর্ডস ও ইরানের প্রতিক্রিয়া: ইসরায়েল যখন আরব দেশগুলোর সাথে সম্পর্ক স্বাভাবিক করছিল, ইরান তাকে নিজের জন্য 'ঘেরাও নীতি' হিসেবে দেখে। ফলে ইরান তার 'প্রতিরোধের অক্ষ' (হামাস, হিজবুল্লাহ, হুতি) ব্যবহার করে এই প্রক্রিয়াকে নস্যাৎ করার চেষ্টা চালায়। ইসরায়েলি অভ্যন্তরে রাজনৈতিক পরিবর্তন: ইসরায়েলের চরম দক্ষিণপন্থী সরকারের ক্ষমতায় থাকা শান্তি আলোচনার বদলে সামরিক শক্তি প্রয়োগের মাধ্যমে ইরানের পারমাণবিক প্রকল্প ধ্বংস করার নীতিতে বিশ্বাসী। xyxy=(403,519,676,933)
news-brief xyxy=(1156,1438,1521,1699)
death-item: ১৯৯৮ - আয়াতুল্লাহ মুর্তজা বুরুজার্দী, ইরাকে প্রখ্যাত আলেম। xyxy=(53,1026,323,1039)
news-brief xyxy=(37,1744,299,1896)
brief-headline[interactable]: এক রাতে xyxy=(1156,1219,1238,1244)
news-brief xyxy=(37,1650,299,1740)
lead-column-2: যাতে ভবিষ্যতে ফিলিস্তিনি রাষ্ট্র গঠনের কোনো ভৌগোলিক ভিত্তি না থাকে। তারা এমনভাবে বসতিগুলো স্থাপন করছে যাতে ফিলিস্তিনি শহরগুলো একে অপরের থেকে বিচ্ছিন্ন হয়ে পড়ে। ধ্বংস কৌশল (Demolition Policy): গাজা ও উত্তর সীমান্তের কাছাকাছি এলাকায় ফিলিস্তিনি স্থাপনা ভেঙে ফেলার মাধ্যমে ইসরায়েল একটি 'নো ম্যানস ল্যান্ড' বা বাফার জোন তৈরি করছে। এটি মূলত একটি সামরিক প্রতিরক্ষা বলয় হলেও এর ফলে লাখ লাখ আদি বাসিন্দারা চিরতরে উচ্ছেদ হচ্ছেন। অর্থনৈতিক অবরোধ: ফিলিস্তিনিদের কৃষি জমি ও পানিসম্পদ নিয়ন্ত্রণ করার লক্ষ্যে এই বসতিগুলো পরিকল্পিতভাবে স্থাপন করা হচ্ছে, যা ফিলিস্তিনিদের অর্থনৈতিকভাবে সম্পূর্ণভাবে ইসরায়েলের ওপর নির্ভরশীল করে তুলছে। লেবাননে যুদ্ধের বিস্তার ও হিজবুল্লাহর চ্যালেঞ্জ: লেবানন বর্তমানে মধ্যপ্রাচ্যের সবচেয়ে উত্তপ্ত ফ্রন্টে পরিণত হয়েছে। ইসরায়েলি প্রতিরক্ষা বাহিনী (IDF) এবং হিজবুল্লাহর মধ্যে চলমান যুদ্ধ কেবল সীমান্ত সংঘাত নয়, এটি এখন পূর্ণাঙ্গ আঞ্চলিক যুদ্ধের রূপ নিচ্ছে। প্রযুক্তির লড়াই: ইসরায়েল তাদের উন্নত বিমান বাহিনী ও গোয়েন্দা প্রযুক্তি (যেমন পেজার ও ওয়াকি-টকি বিস্ফোরণ) ব্যবহার করে হিজবুল্লাহর নেতৃত্বকে দুর্বল করার চেষ্টা করেছে। বিপরীতে হিজবুল্লাহ তাদের কয়েক লক্ষাধিক রকেট ও ড্রোন দিয়ে ইসরায়েলের উত্তরাঞ্চলকে অচল করে দিয়েছে। মানবিক বিপর্যয়: লেবাননের অর্থনীতি এমনিতেই ধসে পড়েছিল, এই যুদ্ধ দেশটিকে রাষ্ট্র হিসেবে ব্যর্থ হওয়ার দ্বারপ্রান্তে নিয়ে গেছে। লোহিত সাগর: বাব আল-মানদেবের প্রণালী ও সমুদ্র নিরাপত্তা এখন বিশ্ব বাণিজ্যের মূল সংকট। xyxy=(690,257,963,688)
divider xyxy=(37,527,388,530)
photo-tie xyxy=(533,408,550,465)
jersey-number: 10 xyxy=(191,703,235,743)
news-brief xyxy=(314,1219,576,1387)
brief-body: হয়েছে। আমি নিজে কয়েকটি কেন্দ্রে গেছি, সিসি ক্যামেরায় দেখেছি। সুষ্ঠু ও সুন্দরভাবে পরীক্ষা হয়েছে। নকল ও প্রশ্নফাঁসেরও কোনো ঘটনা নেই। তিনি বলেন, এবারের পরীক্ষা যে সুন্দর হবে, গোটা জাতি আগেই জেনেছে। কারণ আমরা সবাইকে সতর্ক করেছি। অনৈতিকপন্থা পরিহার করতে অনুরোধ জানিয়ে এসেছি। এহছানুল হক মিলন বলেন, পরীক্ষার প্রতিটি কেন্দ্রের সিসি ক্যামেরার ফুটেজ সংরক্ষণের নির্দেশ দেওয়া হয়েছে। প্রয়োজন দেখলে আবারও যাচাই করে দেখা হবে। xyxy=(37,1773,299,1895)
news-brief xyxy=(314,984,576,1089)
brief-body: শেষ মুহূর্তের ভোগান্তি কমানো এবং যাত্রা প্রক্রিয়াকে সহজ করতে সহায়ক হবে। ধর্মমন্ত্রী কাজী শাহ মোফাজ্জাল হোসাইন (কায়কোবাদ) বলেন, সর্বোচ্চ সেবার মাধ্যমে হজযাত্রা নির্বিঘ্ন করা সরকারের অন্যতম অগ্রাধিকার। xyxy=(37,1584,299,1644)
